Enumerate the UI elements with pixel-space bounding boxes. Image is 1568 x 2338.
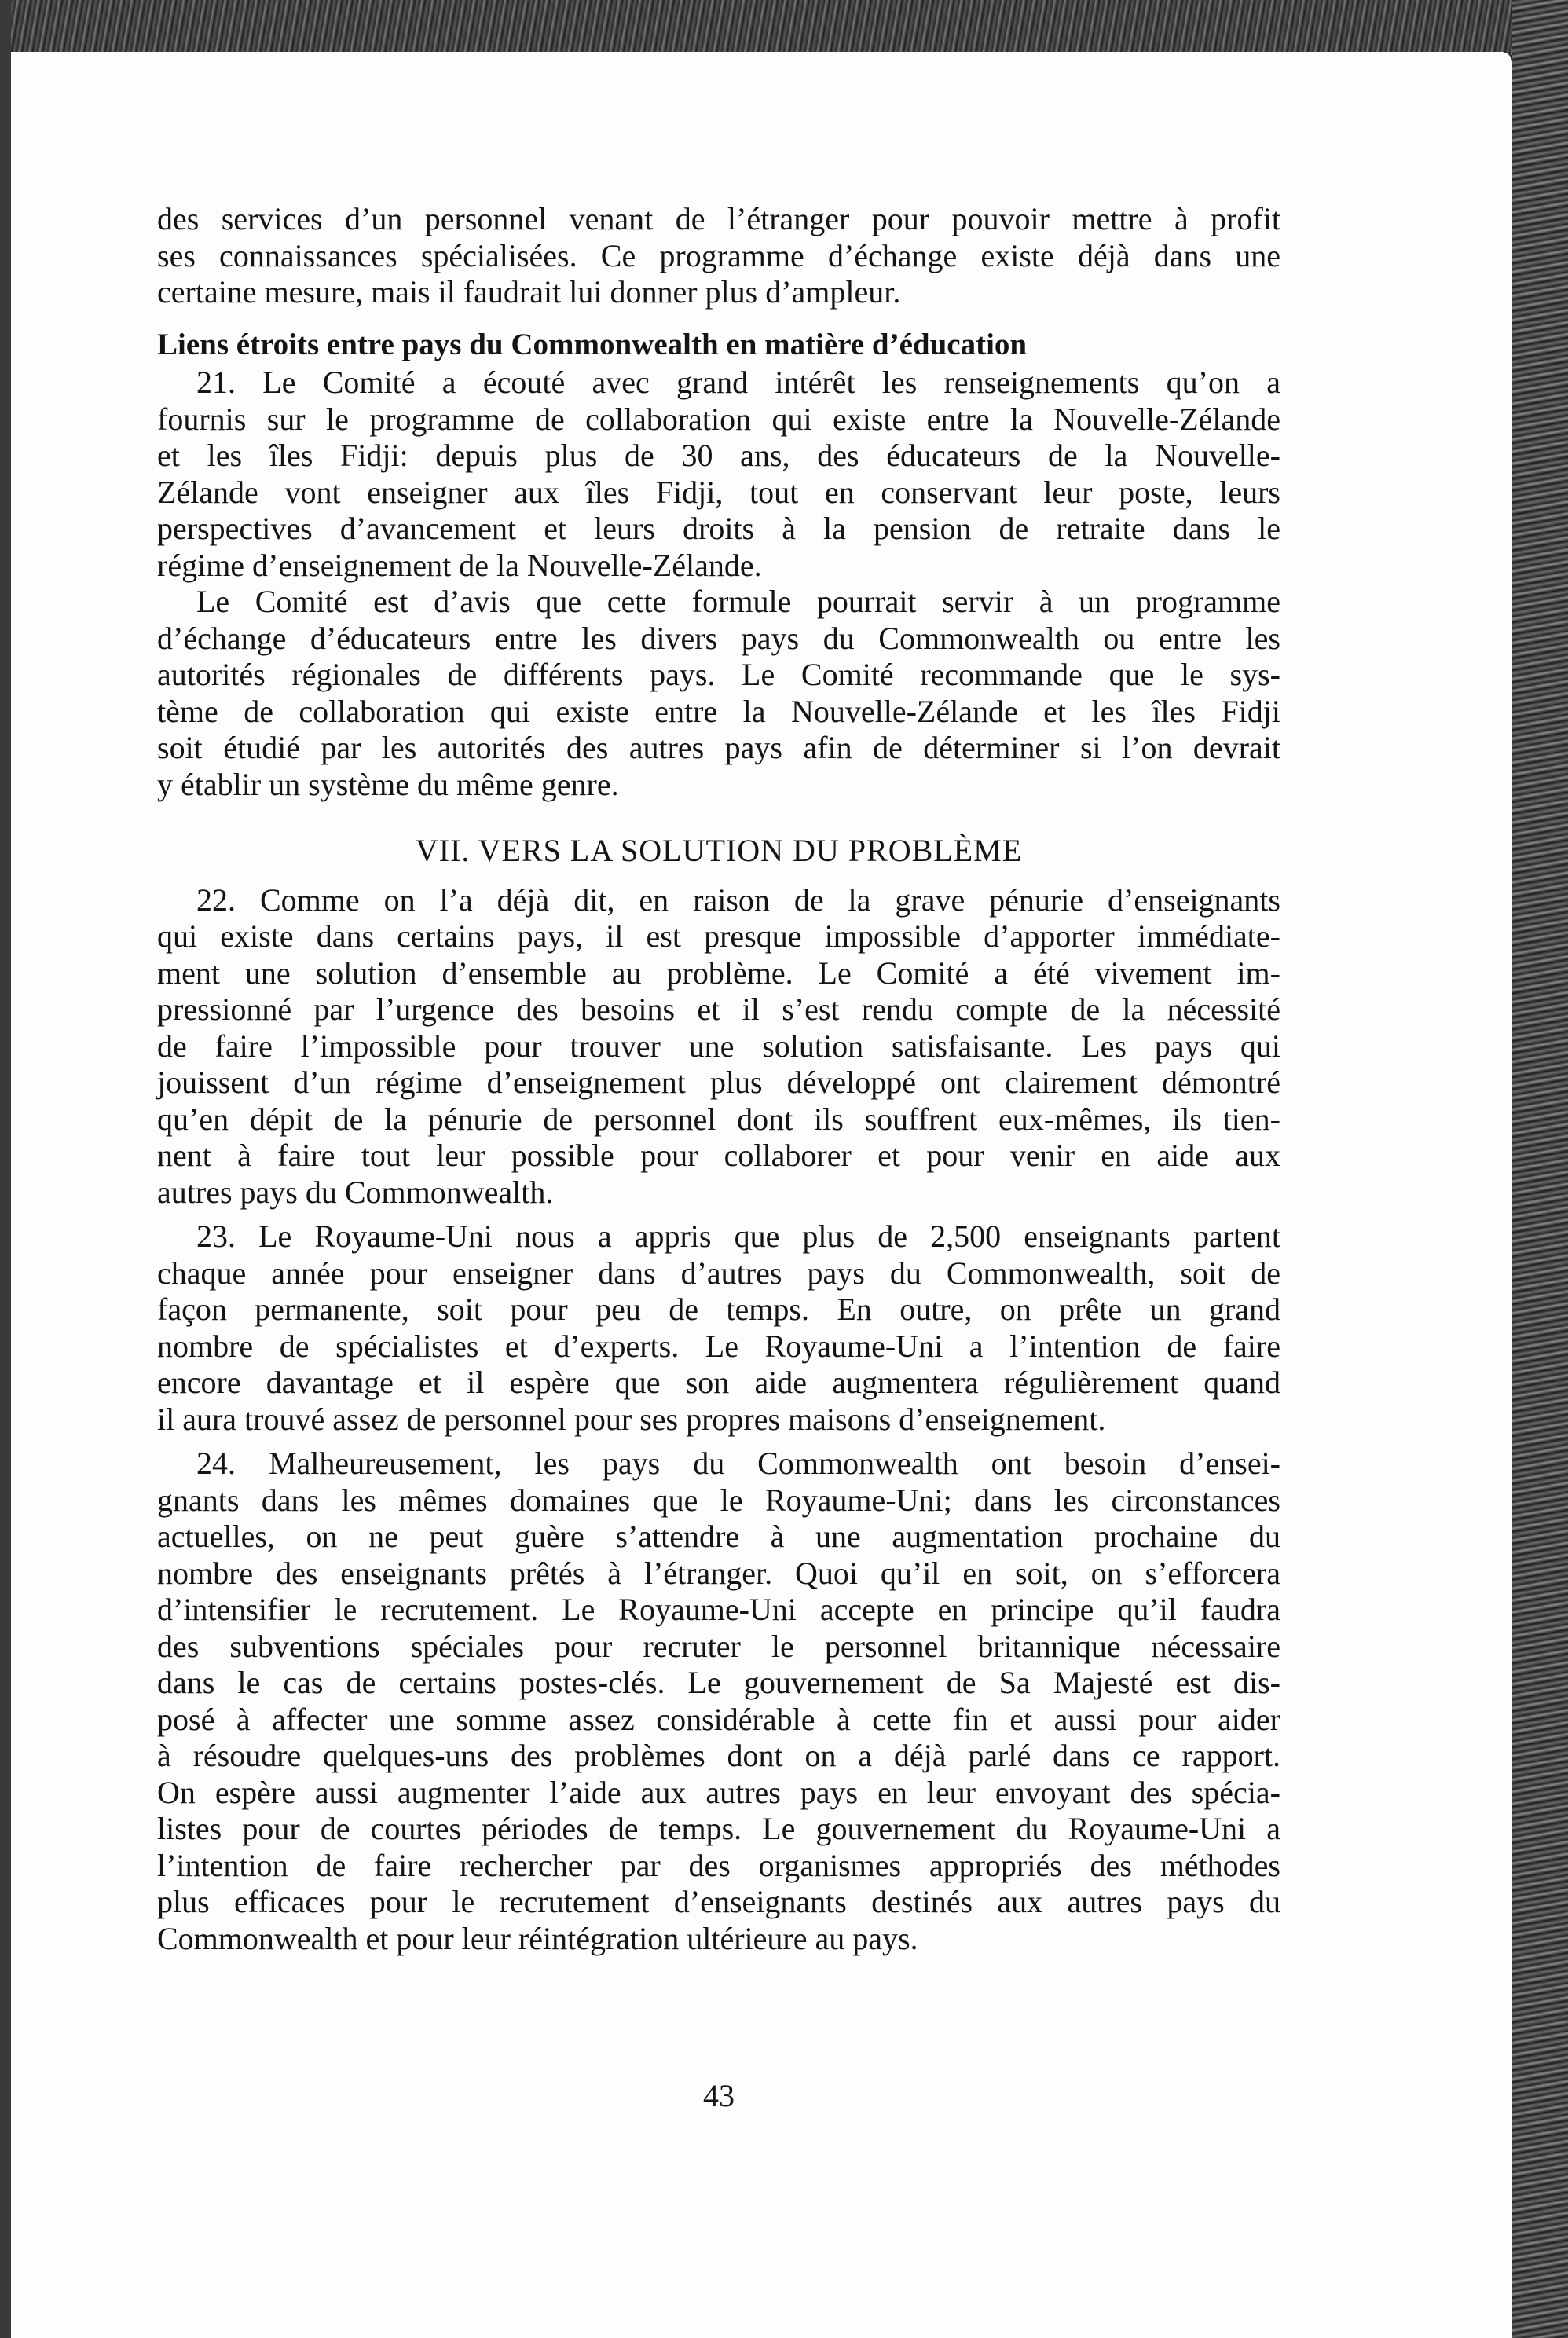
text-line: nombre de spécialistes et d’experts. Le Royaume-Uni a l’intention de faire — [157, 1328, 1280, 1364]
intro-paragraph — [157, 201, 1280, 311]
text-line: des subventions spéciales pour recruter le personnel britannique nécessaire — [157, 1628, 1280, 1664]
subheading: Liens étroits entre pays du Commonwealth en matière d’éducation — [157, 327, 1028, 361]
paragraph-21-continued — [157, 584, 1280, 803]
text-line: plus efficaces pour le recrutement d’enseignants destinés aux autres pays du — [157, 1884, 1280, 1919]
text-line: de faire l’impossible pour trouver une solution satisfaisante. Les pays qui — [157, 1028, 1280, 1064]
text-line: On espère aussi augmenter l’aide aux autres pays en leur envoyant des spécia- — [157, 1774, 1280, 1810]
paragraph-23 — [157, 1218, 1280, 1438]
text-line: actuelles, on ne peut guère s’attendre à une augmentation prochaine du — [157, 1519, 1280, 1554]
text-line: 21. Le Comité a écouté avec grand intérêt les renseignements qu’on a — [196, 365, 1280, 400]
text-line: encore davantage et il espère que son aide augmentera régulièrement quand — [157, 1365, 1280, 1400]
text-line: nent à faire tout leur possible pour collaborer et pour venir en aide aux — [157, 1138, 1280, 1173]
text-line: régime d’enseignement de la Nouvelle-Zélande. — [157, 547, 762, 583]
text-line: posé à affecter une somme assez considérable à cette fin et aussi pour aider — [157, 1701, 1280, 1737]
text-line: il aura trouvé assez de personnel pour ses propres maisons d’enseignement. — [157, 1401, 1106, 1437]
text-line: ment une solution d’ensemble au problème. Le Comité a été vivement im- — [157, 955, 1280, 991]
text-line: perspectives d’avancement et leurs droits à la pension de retraite dans le — [157, 511, 1280, 546]
scan-frame-top — [0, 0, 1568, 55]
text-line: dans le cas de certains postes-clés. Le gouvernement de Sa Majesté est dis- — [157, 1665, 1280, 1700]
paragraph-21 — [157, 365, 1280, 584]
text-line: autres pays du Commonwealth. — [157, 1174, 554, 1210]
text-line: ses connaissances spécialisées. Ce programme d’échange existe déjà dans une — [157, 237, 1280, 273]
text-line: y établir un système du même genre. — [157, 766, 619, 802]
text-line: qui existe dans certains pays, il est presque impossible d’apporter immédiate- — [157, 918, 1280, 954]
text-line: Commonwealth et pour leur réintégration ultérieure au pays. — [157, 1920, 918, 1956]
text-line: tème de collaboration qui existe entre la Nouvelle-Zélande et les îles Fidji — [157, 693, 1280, 729]
scan-frame-left — [0, 0, 11, 2338]
text-line: à résoudre quelques-uns des problèmes dont on a déjà parlé dans ce rapport. — [157, 1738, 1280, 1773]
text-line: gnants dans les mêmes domaines que le Royaume-Uni; dans les circonstances — [157, 1482, 1280, 1518]
text-line: jouissent d’un régime d’enseignement plus développé ont clairement démontré — [157, 1065, 1280, 1100]
text-line: nombre des enseignants prêtés à l’étranger. Quoi qu’il en soit, on s’efforcera — [157, 1555, 1280, 1591]
text-line: pressionné par l’urgence des besoins et il s’est rendu compte de la nécessité — [157, 991, 1280, 1027]
paragraph-24 — [157, 1446, 1280, 1957]
text-line: d’intensifier le recrutement. Le Royaume-Uni accepte en principe qu’il faudra — [157, 1592, 1280, 1627]
paragraph-22 — [157, 882, 1280, 1211]
text-line: listes pour de courtes périodes de temps. Le gouvernement du Royaume-Uni a — [157, 1811, 1280, 1846]
text-line: autorités régionales de différents pays. Le Comité recommande que le sys- — [157, 657, 1280, 692]
text-line: l’intention de faire rechercher par des organismes appropriés des méthodes — [157, 1847, 1280, 1883]
text-line: certaine mesure, mais il faudrait lui donner plus d’ampleur. — [157, 274, 901, 310]
section-heading: VII. VERS LA SOLUTION DU PROBLÈME — [415, 833, 1023, 868]
page-number: 43 — [703, 2078, 735, 2113]
page-content — [157, 201, 1280, 1957]
text-line: 22. Comme on l’a déjà dit, en raison de la grave pénurie d’enseignants — [196, 881, 1280, 918]
text-line: 23. Le Royaume-Uni nous a appris que plus de 2,500 enseignants partent — [196, 1218, 1280, 1254]
text-line: qu’en dépit de la pénurie de personnel dont ils souffrent eux-mêmes, ils tien- — [157, 1101, 1280, 1137]
text-line: Zélande vont enseigner aux îles Fidji, tout en conservant leur poste, leurs — [157, 474, 1280, 510]
text-line: et les îles Fidji: depuis plus de 30 ans, des éducateurs de la Nouvelle- — [157, 438, 1280, 473]
text-line: soit étudié par les autorités des autres pays afin de déterminer si l’on devrait — [157, 730, 1280, 765]
text-line: 24. Malheureusement, les pays du Commonwealth ont besoin d’ensei- — [196, 1446, 1280, 1481]
text-line: fournis sur le programme de collaboration qui existe entre la Nouvelle-Zélande — [157, 401, 1280, 437]
text-line: façon permanente, soit pour peu de temps. En outre, on prête un grand — [157, 1292, 1280, 1327]
text-line: chaque année pour enseigner dans d’autres pays du Commonwealth, soit de — [157, 1255, 1280, 1291]
text-line: des services d’un personnel venant de l’étranger pour pouvoir mettre à profit — [157, 201, 1280, 236]
text-line: d’échange d’éducateurs entre les divers pays du Commonwealth ou entre les — [157, 620, 1280, 656]
text-line: Le Comité est d’avis que cette formule pourrait servir à un programme — [196, 584, 1280, 619]
scan-frame-right — [1512, 0, 1568, 2338]
